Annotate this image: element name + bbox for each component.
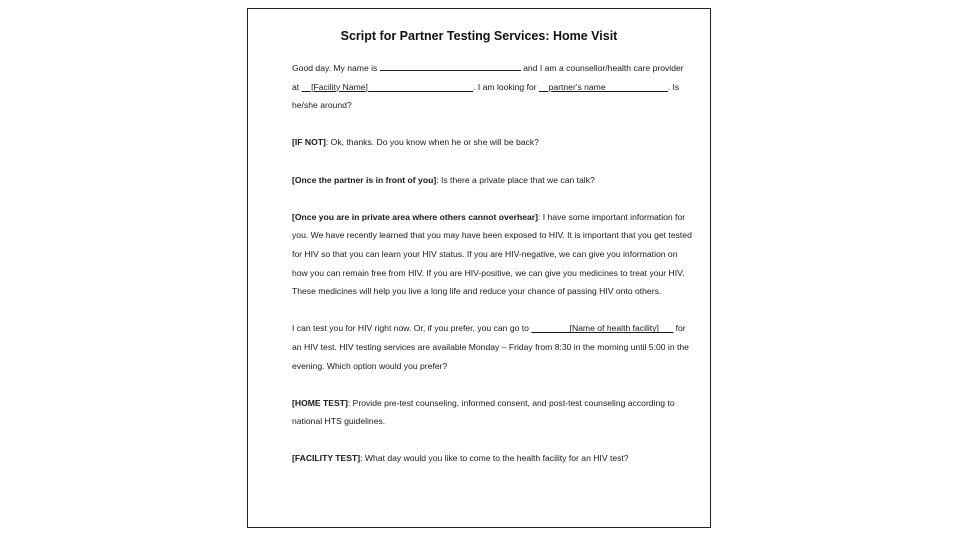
facility-name-placeholder: __[Facility Name]______________________	[301, 81, 474, 92]
intro-paragraph	[292, 59, 692, 115]
if-not-text: : Ok, thanks. Do you know when he or she will be back?	[325, 137, 539, 148]
name-blank	[380, 60, 521, 71]
intro-counsellor: and I am a counsellor/health care provider at	[292, 63, 684, 92]
in-front-label: [Once the partner is in front of you]	[292, 174, 437, 185]
home-test-paragraph	[292, 394, 692, 431]
intro-around: . Is he/she around?	[292, 81, 680, 111]
facility-test-text: : What day would you like to come to the health facility for an HIV test?	[360, 453, 629, 464]
if-not-label: [IF NOT]	[292, 137, 326, 148]
in-front-text: : Is there a private place that we can talk?	[436, 174, 595, 185]
partner-name-placeholder: __partner's name_____________	[539, 81, 668, 92]
document-page	[247, 8, 711, 528]
private-area-text: : I have some important information for you. We have recently learned that you may have been exposed to HIV. It is important that you get tested for HIV so that you can learn your HIV status. If you are HIV-negative, we can give you information on how you can remain free from HIV. If you are HIV-positive, we can give you medicines to treat your HIV. These medicines will help you live a long life and reduce your chance of passing HIV onto others.	[292, 211, 692, 297]
home-test-label: [HOME TEST]	[292, 397, 348, 408]
intro-good-day: Good day. My name is	[292, 63, 380, 73]
facility-test-paragraph	[292, 449, 692, 468]
home-test-text: : Provide pre-test counseling, informed consent, and post-test counseling according to national HTS guidelines.	[292, 397, 675, 427]
health-facility-placeholder: ________[Name of health facility]___	[531, 323, 674, 334]
test-now-paragraph	[292, 319, 692, 375]
test-now-before: I can test you for HIV right now. Or, if you prefer, you can go to	[292, 323, 532, 334]
document-title: Script for Partner Testing Services: Home Visit	[340, 29, 618, 43]
intro-looking-for: . I am looking for	[473, 81, 540, 92]
if-not-paragraph	[292, 133, 692, 152]
facility-test-label: [FACILITY TEST]	[292, 453, 361, 464]
test-now-after: for an HIV test. HIV testing services are available Monday – Friday from 8:30 in the morning until 5:00 in the evening. Which option would you prefer?	[292, 323, 689, 371]
in-front-paragraph	[292, 171, 692, 190]
private-area-paragraph	[292, 208, 692, 301]
document-body	[292, 59, 692, 487]
private-area-label: [Once you are in private area where others cannot overhear]	[292, 211, 538, 222]
